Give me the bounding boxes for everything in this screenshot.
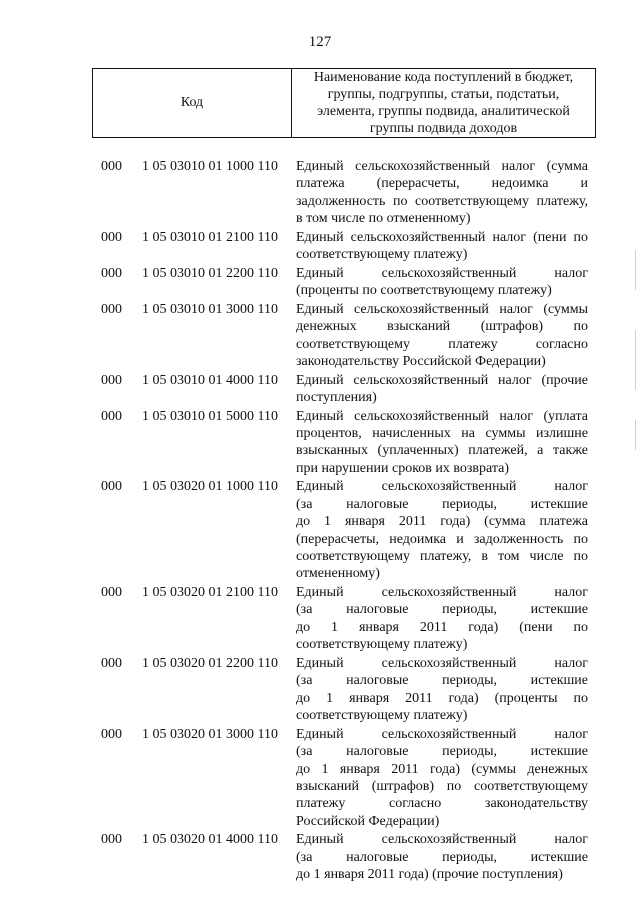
table-row	[0, 408, 640, 478]
description-line: (за налоговые периоды, истекшие	[296, 602, 588, 618]
revenue-code: 1 05 03010 01 2200 110	[142, 265, 278, 281]
description-line: до 1 января 2011 года) (суммы денежных	[296, 761, 588, 777]
description-line: платежа (перерасчеты, недоимка и	[296, 176, 588, 192]
table-body	[0, 158, 640, 884]
header-code-label: Код	[93, 69, 292, 137]
revenue-code: 1 05 03010 01 4000 110	[142, 372, 278, 388]
description-line: соответствующему платежу, в том числе по	[296, 549, 588, 565]
revenue-code: 1 05 03010 01 5000 110	[142, 408, 278, 424]
revenue-code: 1 05 03020 01 1000 110	[142, 479, 278, 495]
description-line: Единый сельскохозяйственный налог (уплата	[296, 408, 588, 424]
page-number: 127	[308, 34, 332, 50]
description-line: Единый сельскохозяйственный налог	[296, 832, 588, 848]
table-row	[0, 726, 640, 830]
table-row	[0, 158, 640, 228]
description-line: (перерасчеты, недоимка и задолженность по	[296, 531, 588, 547]
revenue-code: 1 05 03010 01 2100 110	[142, 229, 278, 245]
revenue-description	[296, 726, 588, 830]
admin-code: 000	[101, 265, 122, 281]
revenue-code: 1 05 03010 01 3000 110	[142, 301, 278, 317]
admin-code: 000	[101, 832, 122, 848]
description-line: Единый сельскохозяйственный налог	[296, 655, 588, 671]
admin-code: 000	[101, 479, 122, 495]
admin-code: 000	[101, 408, 122, 424]
table-row	[0, 655, 640, 725]
table-row	[0, 229, 640, 264]
description-line: до 1 января 2011 года) (сумма платежа	[296, 514, 588, 530]
description-line: взысканных (уплаченных) платежей, а также	[296, 443, 588, 459]
table-header	[92, 68, 596, 138]
description-line: задолженность по соответствующему платежу,	[296, 193, 588, 209]
description-line: (за налоговые периоды, истекшие	[296, 496, 588, 512]
description-line: соответствующему платежу)	[296, 637, 468, 653]
description-line: до 1 января 2011 года) (проценты по	[296, 690, 588, 706]
header-name-label: Наименование кода поступлений в бюджет, группы, подгруппы, статьи, подстатьи, элемента, группы подвида, аналитической группы подвида доходов	[313, 70, 574, 136]
table-row	[0, 584, 640, 654]
revenue-description	[296, 158, 588, 228]
description-line: соответствующему платежу)	[296, 708, 468, 724]
revenue-code: 1 05 03020 01 2200 110	[142, 655, 278, 671]
description-line: платежу согласно законодательству	[296, 796, 588, 812]
revenue-description	[296, 301, 588, 371]
scan-edge-mark	[635, 330, 636, 390]
description-line: денежных взысканий (штрафов) по	[296, 319, 588, 335]
admin-code: 000	[101, 726, 122, 742]
scan-edge-mark	[635, 420, 636, 450]
revenue-description	[296, 372, 588, 407]
admin-code: 000	[101, 229, 122, 245]
description-line: Единый сельскохозяйственный налог (прочие	[296, 372, 588, 388]
description-line: до 1 января 2011 года) (пени по	[296, 619, 588, 635]
revenue-code: 1 05 03020 01 2100 110	[142, 585, 278, 601]
description-line: Единый сельскохозяйственный налог	[296, 479, 588, 495]
table-row	[0, 478, 640, 582]
description-line: Единый сельскохозяйственный налог (суммы	[296, 301, 588, 317]
revenue-description	[296, 265, 588, 300]
revenue-code: 1 05 03010 01 1000 110	[142, 159, 278, 174]
description-line: взысканий (штрафов) по соответствующему	[296, 778, 588, 794]
description-line: процентов, начисленных на суммы излишне	[296, 426, 588, 442]
revenue-description	[296, 831, 588, 883]
description-line: поступления)	[296, 390, 377, 406]
admin-code: 000	[101, 372, 122, 388]
description-line: соответствующему платежу согласно	[296, 336, 588, 352]
scan-edge-mark	[635, 250, 636, 290]
revenue-code: 1 05 03020 01 4000 110	[142, 832, 278, 848]
description-line: (за налоговые периоды, истекшие	[296, 849, 588, 865]
table-row	[0, 265, 640, 300]
description-line: (за налоговые периоды, истекшие	[296, 744, 588, 760]
description-line: отмененному)	[296, 566, 380, 582]
revenue-code: 1 05 03020 01 3000 110	[142, 726, 278, 742]
description-line: законодательству Российской Федерации)	[296, 354, 546, 370]
revenue-description	[296, 478, 588, 582]
admin-code: 000	[101, 301, 122, 317]
admin-code: 000	[101, 585, 122, 601]
description-line: (за налоговые периоды, истекшие	[296, 673, 588, 689]
revenue-description	[296, 584, 588, 654]
description-line: Российской Федерации)	[296, 813, 440, 829]
admin-code: 000	[101, 159, 122, 174]
admin-code: 000	[101, 655, 122, 671]
revenue-description	[296, 655, 588, 725]
description-line: (проценты по соответствующему платежу)	[296, 283, 552, 299]
description-line: Единый сельскохозяйственный налог (сумма	[296, 159, 588, 174]
description-line: соответствующему платежу)	[296, 247, 468, 263]
description-line: в том числе по отмененному)	[296, 211, 471, 227]
table-row	[0, 831, 640, 883]
description-line: Единый сельскохозяйственный налог	[296, 726, 588, 742]
description-line: до 1 января 2011 года) (прочие поступления)	[296, 867, 563, 883]
revenue-description	[296, 408, 588, 478]
description-line: Единый сельскохозяйственный налог	[296, 585, 588, 601]
description-line: Единый сельскохозяйственный налог	[296, 265, 588, 281]
description-line: Единый сельскохозяйственный налог (пени по	[296, 229, 588, 245]
table-row	[0, 301, 640, 371]
description-line: при нарушении сроков их возврата)	[296, 460, 510, 476]
revenue-description	[296, 229, 588, 264]
table-row	[0, 372, 640, 407]
